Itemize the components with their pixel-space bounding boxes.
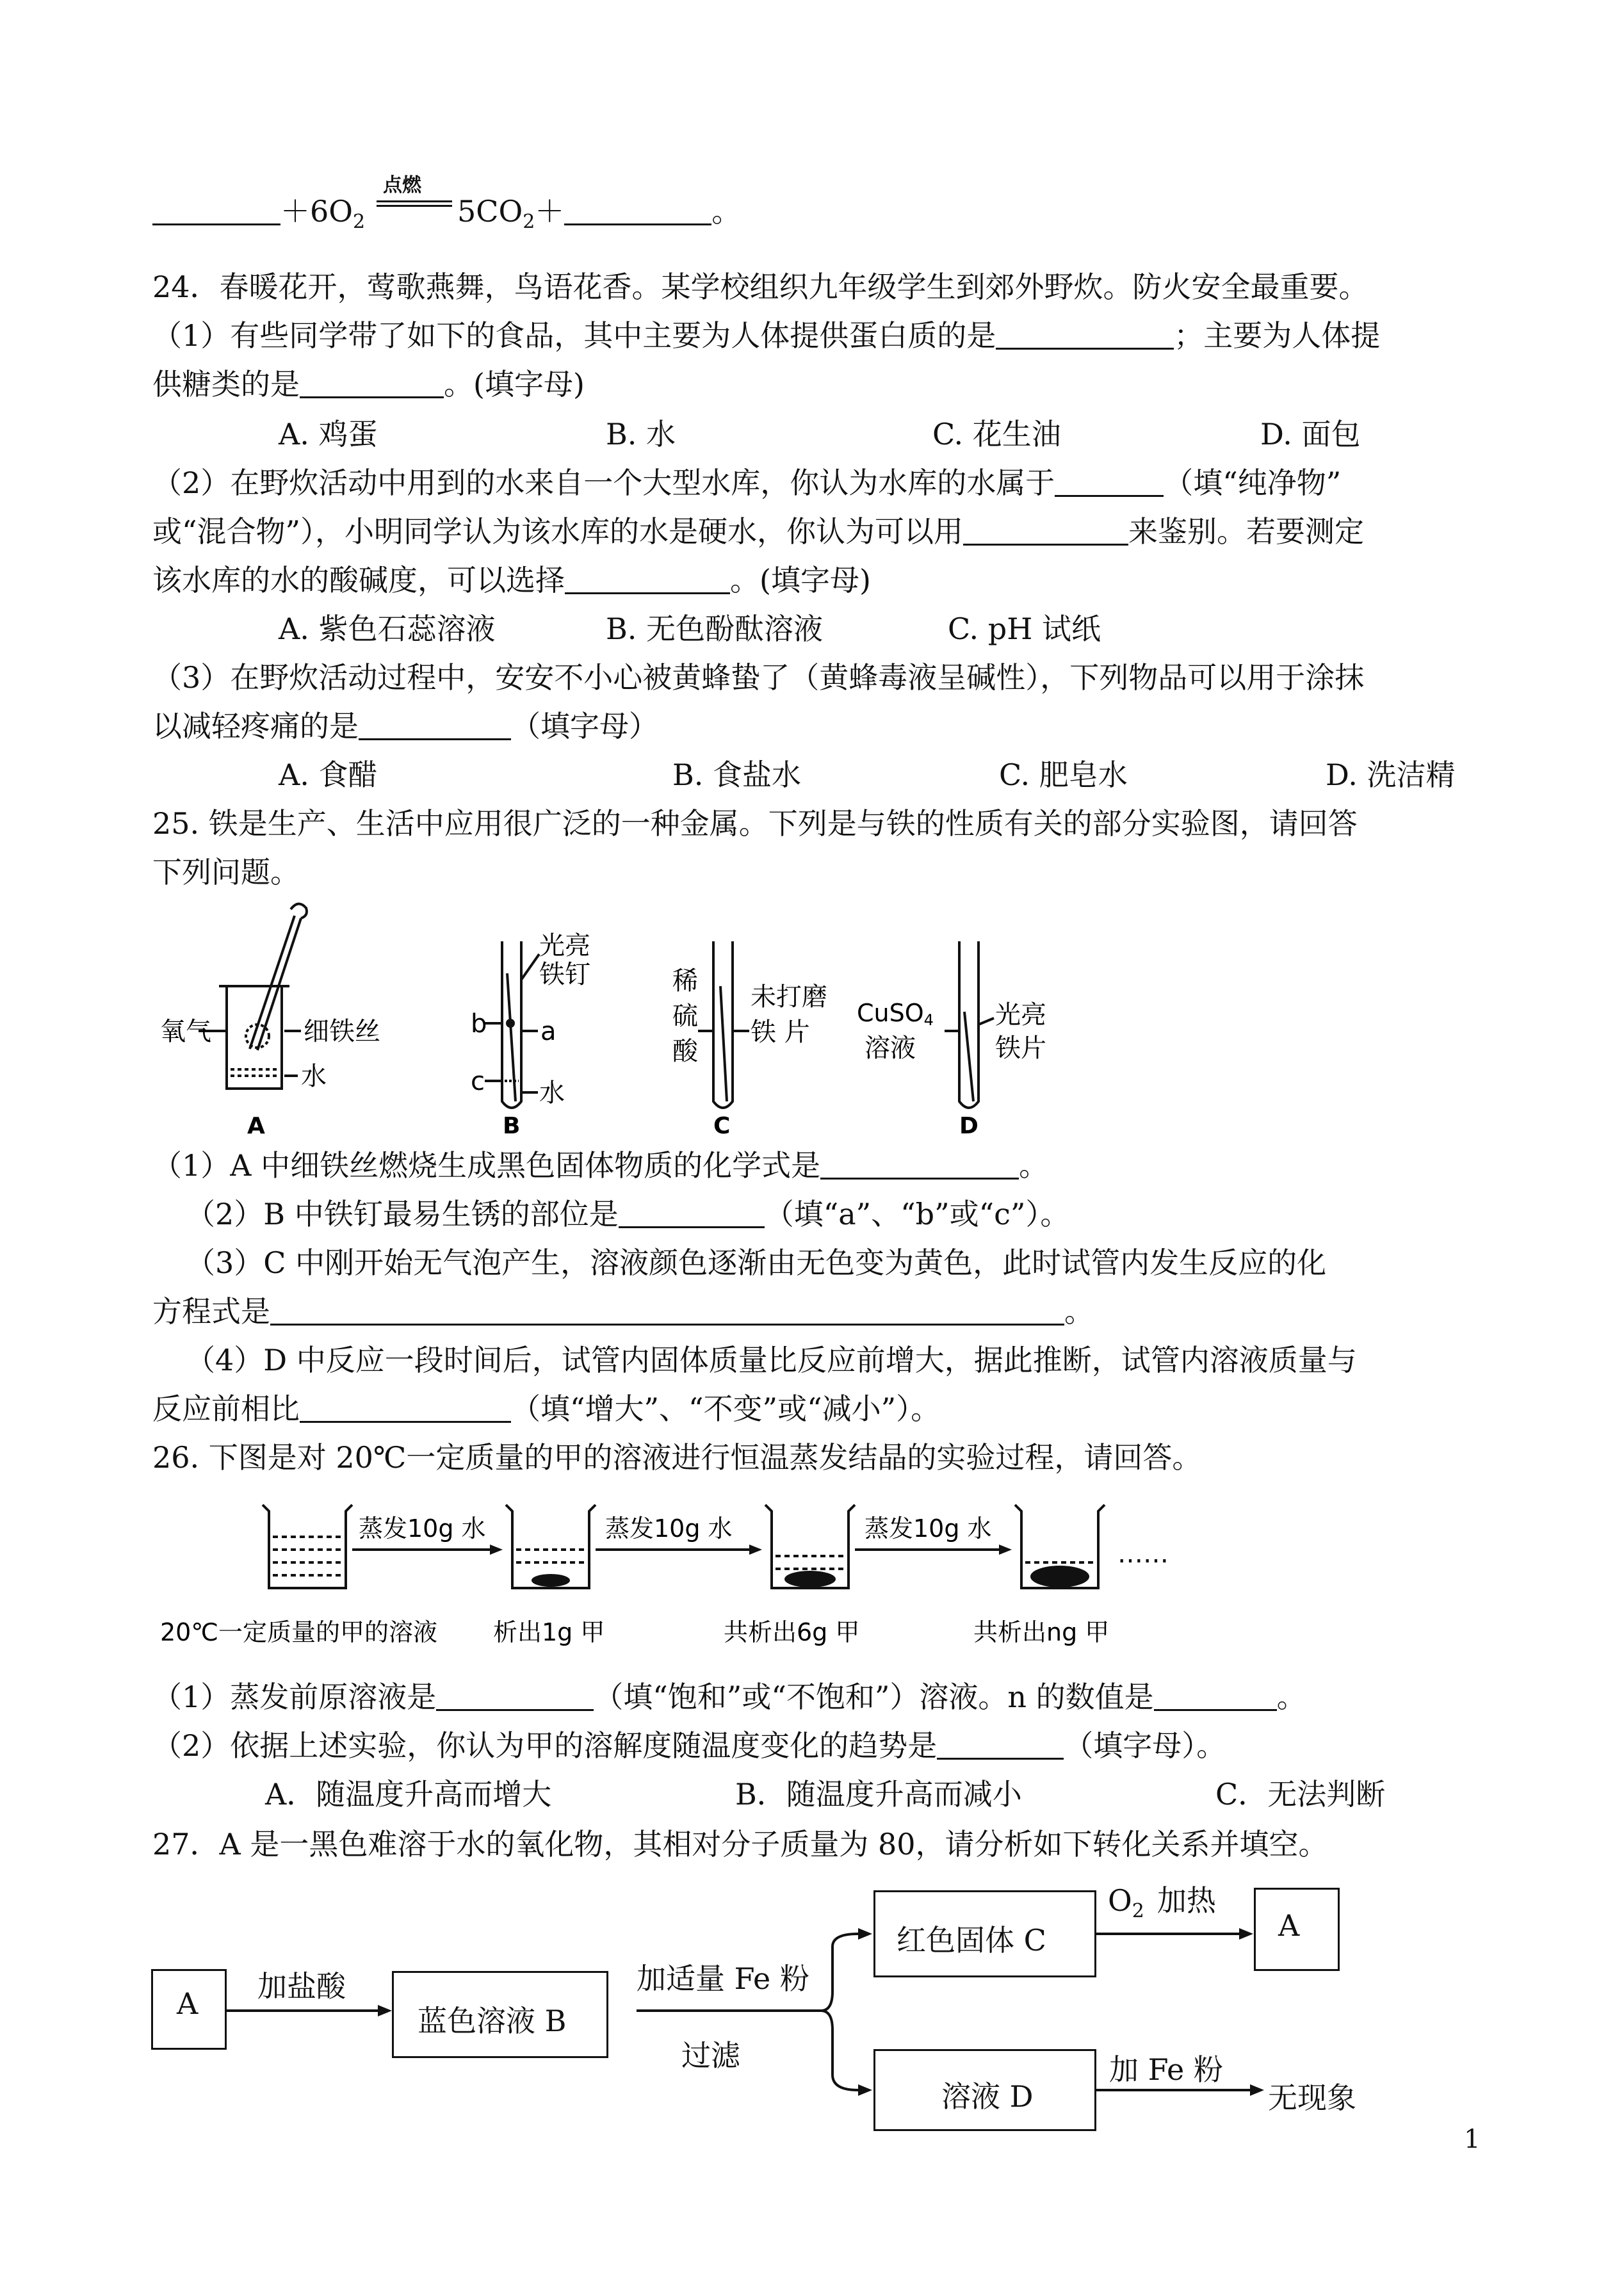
arrowhead bbox=[1250, 2084, 1264, 2096]
equation-product bbox=[457, 192, 741, 241]
option: B. 无色酚酞溶液 bbox=[606, 612, 824, 646]
option: A. 紫色石蕊溶液 bbox=[279, 612, 496, 646]
option: C. 肥皂水 bbox=[999, 758, 1128, 792]
q24-stem: 24．春暖花开，莺歌燕舞，鸟语花香。某学校组织九年级学生到郊外野炊。防火安全最重要。 bbox=[152, 270, 1368, 304]
label-unpolished-1: 未打磨 bbox=[751, 982, 827, 1012]
arrowhead bbox=[999, 1545, 1012, 1555]
q26-part1 bbox=[152, 1678, 1306, 1716]
answer-blank bbox=[300, 368, 444, 398]
q24-text: 。(填字母) bbox=[444, 367, 585, 401]
crystals-1 bbox=[532, 1574, 570, 1587]
equals-sign bbox=[377, 200, 452, 207]
option: B．随温度升高而减小 bbox=[735, 1777, 1022, 1812]
label-a: a bbox=[540, 1017, 556, 1046]
label-bright-1: 光亮 bbox=[539, 931, 590, 961]
arrowhead bbox=[858, 1928, 872, 1940]
q24-part1-line1 bbox=[152, 316, 1380, 355]
q26-text: 。 bbox=[1276, 1680, 1306, 1714]
label-dilute-1: 稀 bbox=[672, 966, 698, 996]
eq-end: 。 bbox=[711, 194, 742, 229]
add-hcl-label: 加盐酸 bbox=[257, 1969, 346, 2004]
q24-part2-line2 bbox=[152, 512, 1364, 551]
q26-stem: 26. 下图是对 20℃一定质量的甲的溶液进行恒温蒸发结晶的实验过程，请回答。 bbox=[152, 1440, 1202, 1475]
option: B. 食盐水 bbox=[672, 758, 802, 792]
caption-3: 共析出6g 甲 bbox=[724, 1618, 860, 1646]
q24-text: （填字母） bbox=[511, 709, 658, 743]
q25-text: （1）A 中细铁丝燃烧生成黑色固体物质的化学式是 bbox=[152, 1148, 821, 1183]
q24-text: 。(填字母) bbox=[730, 563, 871, 597]
caption-4: 共析出ng 甲 bbox=[973, 1618, 1110, 1646]
q26-text: （填字母）。 bbox=[1064, 1728, 1226, 1763]
answer-blank bbox=[820, 1149, 1019, 1180]
flow-arrows bbox=[0, 1857, 1624, 2152]
q27-stem: 27．A 是一黑色难溶于水的氧化物，其相对分子质量为 80，请分析如下转化关系并填空。 bbox=[152, 1827, 1328, 1861]
crystals-2 bbox=[784, 1571, 836, 1587]
q24-text: 供糖类的是 bbox=[152, 367, 300, 401]
answer-blank bbox=[564, 195, 711, 225]
q24-text: ；主要为人体提 bbox=[1174, 318, 1381, 353]
box-a-start-label: A bbox=[177, 1986, 199, 2021]
label-solution: 溶液 bbox=[865, 1034, 916, 1063]
label-bright-2: 铁钉 bbox=[539, 960, 590, 989]
q25-text: （2）B 中铁钉最易生锈的部位是 bbox=[186, 1197, 619, 1231]
answer-blank bbox=[1055, 467, 1164, 497]
option: A. 鸡蛋 bbox=[279, 417, 378, 451]
answer-blank bbox=[963, 515, 1128, 546]
q24-text: （1）有些同学带了如下的食品，其中主要为人体提供蛋白质的是 bbox=[152, 318, 996, 353]
answer-blank bbox=[619, 1198, 765, 1228]
answer-blank bbox=[565, 564, 730, 594]
q24-part2-line1 bbox=[152, 464, 1341, 502]
option: D. 洗洁精 bbox=[1326, 758, 1456, 792]
option: C. pH 试纸 bbox=[948, 612, 1101, 646]
option: A. 食醋 bbox=[279, 758, 378, 792]
iron-experiment-figure bbox=[147, 896, 1236, 1146]
option: C．无法判断 bbox=[1215, 1777, 1386, 1812]
option: D. 面包 bbox=[1260, 417, 1361, 451]
label-water-a: 水 bbox=[301, 1062, 327, 1091]
q24-text: 该水库的水的酸碱度，可以选择 bbox=[152, 563, 565, 597]
add-fe2-label: 加 Fe 粉 bbox=[1109, 2052, 1223, 2087]
q25-part3-line2 bbox=[152, 1292, 1094, 1331]
q25-stem-line1: 25. 铁是生产、生活中应用很广泛的一种金属。下列是与铁的性质有关的部分实验图，请回答 bbox=[152, 806, 1358, 841]
evaporate-label-3: 蒸发10g 水 bbox=[865, 1514, 992, 1543]
q24-part3-line1: （3）在野炊活动过程中，安安不小心被黄蜂蛰了（黄蜂毒液呈碱性），下列物品可以用于涂抹 bbox=[152, 660, 1365, 695]
answer-blank bbox=[996, 320, 1174, 350]
q25-part4-line1: （4）D 中反应一段时间后，试管内固体质量比反应前增大，据此推断，试管内溶液质量与 bbox=[186, 1343, 1357, 1377]
box-a-end-label: A bbox=[1278, 1908, 1300, 1943]
equation-line bbox=[152, 192, 365, 241]
arrowhead bbox=[378, 2005, 392, 2016]
answer-blank bbox=[152, 195, 280, 225]
q24-part1-line2 bbox=[152, 365, 585, 403]
q25-stem-line2: 下列问题。 bbox=[152, 855, 300, 889]
answer-blank bbox=[359, 710, 511, 740]
fig-label-a: A bbox=[247, 1113, 265, 1139]
q26-text: （2）依据上述实验，你认为甲的溶解度随温度变化的趋势是 bbox=[152, 1728, 938, 1763]
fig-label-d: D bbox=[959, 1113, 978, 1139]
arrowhead bbox=[858, 2084, 872, 2096]
label-iron-wire: 细铁丝 bbox=[304, 1017, 380, 1046]
box-blue-solution-b-label: 蓝色溶液 B bbox=[418, 2004, 567, 2038]
page-number: 1 bbox=[1464, 2125, 1481, 2154]
arrowhead bbox=[749, 1545, 762, 1555]
label-dilute-2: 硫 bbox=[672, 1002, 698, 1031]
arrowhead bbox=[1239, 1928, 1253, 1940]
label-bright-4: 铁片 bbox=[995, 1034, 1046, 1063]
cuso4-subscript: 4 bbox=[923, 1011, 934, 1029]
eq-plus: ＋ bbox=[535, 194, 565, 229]
answer-blank bbox=[270, 1295, 1064, 1326]
eq-subscript: 2 bbox=[523, 211, 535, 233]
arrow-to-c bbox=[821, 1934, 858, 2011]
evaporate-label-1: 蒸发10g 水 bbox=[359, 1514, 486, 1543]
label-c: c bbox=[471, 1067, 485, 1096]
q25-part3-line1: （3）C 中刚开始无气泡产生，溶液颜色逐渐由无色变为黄色，此时试管内发生反应的化 bbox=[186, 1245, 1327, 1280]
fig-label-c: C bbox=[713, 1113, 731, 1139]
q25-text: （填“a”、“b”或“c”）。 bbox=[764, 1197, 1070, 1231]
test-tube-d bbox=[959, 941, 978, 1108]
box-red-solid-c-label: 红色固体 C bbox=[897, 1923, 1046, 1958]
q24-part3-line2 bbox=[152, 707, 658, 745]
q24-text: 来鉴别。若要测定 bbox=[1128, 514, 1365, 549]
eq-product: 5CO bbox=[457, 194, 523, 229]
label-cuso4 bbox=[857, 999, 934, 1029]
caption-2: 析出1g 甲 bbox=[493, 1618, 605, 1646]
filter-label: 过滤 bbox=[681, 2038, 740, 2073]
o2-subscript: 2 bbox=[1132, 1900, 1144, 1922]
answer-blank bbox=[300, 1393, 511, 1423]
label-oxygen: 氧气 bbox=[160, 1017, 211, 1046]
o2-text: O bbox=[1108, 1883, 1132, 1918]
ellipsis: …… bbox=[1117, 1539, 1169, 1569]
q24-text: （2）在野炊活动中用到的水来自一个大型水库，你认为水库的水属于 bbox=[152, 466, 1055, 500]
label-water-b: 水 bbox=[539, 1078, 565, 1108]
q25-text: 。 bbox=[1019, 1148, 1049, 1183]
evaporation-figure bbox=[147, 1492, 1223, 1665]
no-change-label: 无现象 bbox=[1268, 2080, 1356, 2115]
q26-text: （1）蒸发前原溶液是 bbox=[152, 1680, 437, 1714]
tongs-handle bbox=[250, 916, 295, 1049]
q24-text: 以减轻疼痛的是 bbox=[152, 709, 359, 743]
answer-blank bbox=[1154, 1681, 1277, 1711]
label-unpolished-2: 铁 片 bbox=[751, 1018, 810, 1047]
fig-label-b: B bbox=[503, 1113, 521, 1139]
q24-text: 或“混合物”），小明同学认为该水库的水是硬水，你认为可以用 bbox=[152, 514, 964, 549]
option: A．随温度升高而增大 bbox=[265, 1777, 552, 1812]
box-solution-d-label: 溶液 D bbox=[941, 2079, 1034, 2114]
q25-text: 方程式是 bbox=[152, 1294, 270, 1329]
option: C. 花生油 bbox=[932, 417, 1061, 451]
q25-part2 bbox=[186, 1195, 1069, 1233]
iron-sheet-c bbox=[720, 986, 727, 1101]
caption-1: 20℃一定质量的甲的溶液 bbox=[160, 1618, 438, 1646]
q24-text: （填“纯净物” bbox=[1164, 466, 1342, 500]
q25-text: （填“增大”、“不变”或“减小”）。 bbox=[511, 1391, 941, 1426]
evaporate-label-2: 蒸发10g 水 bbox=[605, 1514, 733, 1543]
arrowhead bbox=[490, 1545, 503, 1555]
arrow-to-d bbox=[821, 2011, 858, 2090]
add-fe-label: 加适量 Fe 粉 bbox=[637, 1961, 809, 1996]
heat-text: 加热 bbox=[1157, 1883, 1216, 1918]
q26-text: （填“饱和”或“不饱和”）溶液。n 的数值是 bbox=[594, 1680, 1154, 1714]
option: B. 水 bbox=[606, 417, 676, 451]
crystals-3 bbox=[1030, 1566, 1089, 1587]
q25-text: 反应前相比 bbox=[152, 1391, 300, 1426]
cuso4-text: CuSO bbox=[857, 999, 924, 1027]
answer-blank bbox=[436, 1681, 594, 1711]
label-dilute-3: 酸 bbox=[672, 1037, 698, 1066]
eq-subscript: 2 bbox=[352, 211, 366, 233]
answer-blank bbox=[937, 1730, 1064, 1760]
q25-part4-line2 bbox=[152, 1390, 940, 1428]
label-b: b bbox=[471, 1009, 487, 1039]
q25-text: 。 bbox=[1064, 1294, 1094, 1329]
q25-part1 bbox=[152, 1146, 1048, 1185]
eq-reactant: ＋6O bbox=[280, 194, 353, 229]
label-bright-3: 光亮 bbox=[995, 1000, 1046, 1030]
reaction-condition: 点燃 bbox=[383, 174, 421, 197]
iron-sheet-d bbox=[964, 1012, 973, 1101]
q24-part2-line3 bbox=[152, 561, 871, 599]
q26-part2 bbox=[152, 1726, 1226, 1765]
